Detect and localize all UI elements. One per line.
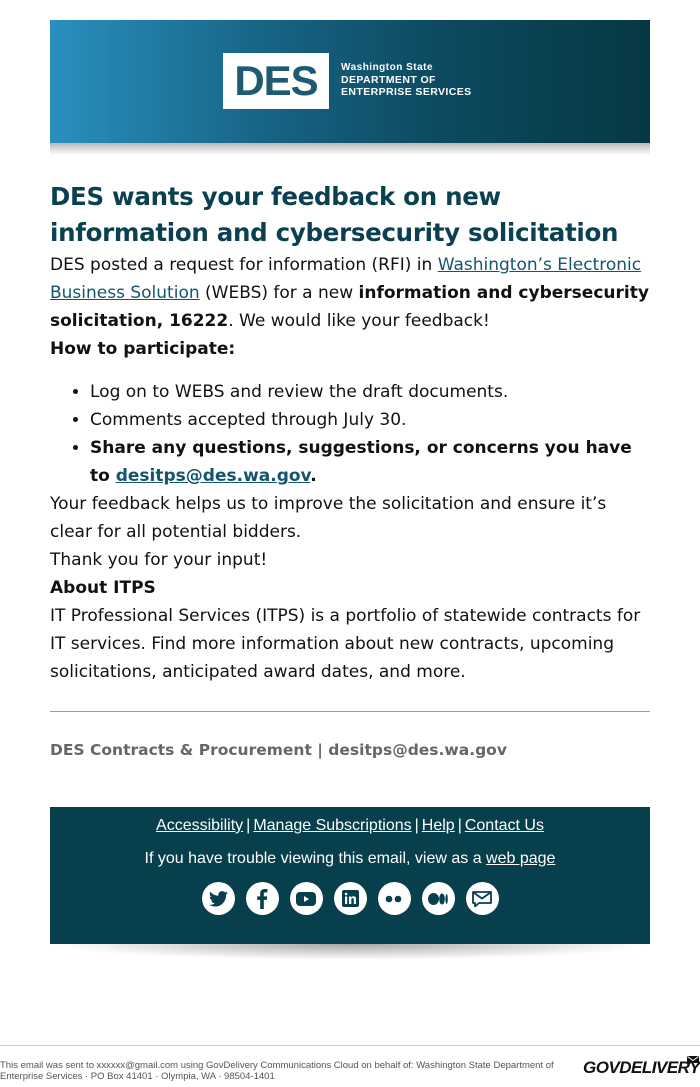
link-separator: | (246, 817, 251, 834)
thanks-paragraph: Thank you for your input! (50, 550, 268, 570)
logo-wordmark (341, 62, 472, 98)
how-to-heading: How to participate: (50, 339, 236, 359)
linkedin-icon[interactable] (334, 882, 367, 915)
facebook-icon[interactable] (246, 882, 279, 915)
link-separator: | (414, 817, 419, 834)
email-container (50, 20, 650, 960)
intro-text-3: . We would like your feedback! (228, 311, 490, 331)
footer (50, 807, 650, 944)
disclaimer-bar (0, 1045, 700, 1082)
intro-text-2: (WEBS) for a new (199, 283, 359, 303)
logo-line-1: Washington State (341, 62, 434, 73)
about-paragraph: IT Professional Services (ITPS) is a portfolio of statewide contracts for IT services. Find more information about new contracts, upcoming solicitations, anticipated award dates, and more. (50, 606, 641, 682)
twitter-icon[interactable] (202, 882, 235, 915)
intro-paragraph (50, 251, 650, 335)
contact-line: DES Contracts & Procurement | desitps@des.wa.gov (50, 741, 507, 759)
list-item: • Comments accepted through July 30. (90, 406, 650, 434)
flickr-icon[interactable] (378, 882, 411, 915)
footer-links (50, 807, 650, 836)
help-link[interactable]: Help (421, 817, 455, 834)
list-item-end: . (310, 466, 317, 486)
header-shadow (50, 143, 650, 155)
govdelivery-logo (583, 1058, 700, 1078)
des-logo (223, 53, 329, 109)
divider (50, 711, 650, 712)
header-banner (50, 20, 650, 143)
email-body (50, 251, 650, 686)
intro-text-1: DES posted a request for information (RFI) in (50, 255, 438, 275)
participation-list (50, 378, 650, 490)
footer-shadow (50, 944, 650, 960)
web-page-link[interactable]: web page (486, 850, 556, 867)
headline: DES wants your feedback on new information and cybersecurity solicitation (50, 182, 619, 247)
list-item: • Log on to WEBS and review the draft documents. (90, 378, 650, 406)
logo-mark: DES (234, 57, 318, 104)
youtube-icon[interactable] (290, 882, 323, 915)
feedback-paragraph: Your feedback helps us to improve the solicitation and ensure it’s clear for all potential bidders. (50, 494, 607, 542)
manage-subscriptions-link[interactable]: Manage Subscriptions (253, 817, 412, 834)
link-separator: | (457, 817, 462, 834)
medium-icon[interactable] (422, 882, 455, 915)
about-heading: About ITPS (50, 578, 156, 598)
accessibility-link[interactable]: Accessibility (156, 817, 244, 834)
disclaimer-text: This email was sent to xxxxxx@gmail.com using GovDelivery Communications Cloud on behalf of: Washington State Department of Enterprise Services · PO Box 41401 · Olympia, WA · 98504-1401 (0, 1060, 554, 1082)
contact-us-link[interactable]: Contact Us (464, 817, 544, 834)
social-icons (50, 882, 650, 915)
email-link[interactable]: desitps@des.wa.gov (115, 466, 311, 486)
list-item-text: Share any questions, suggestions, or concerns you have to (90, 438, 632, 486)
view-online-text: If you have trouble viewing this email, view as a (144, 850, 487, 867)
logo-line-2: DEPARTMENT OF (341, 74, 436, 86)
webs-link[interactable]: Washington’s Electronic Business Solution (50, 255, 642, 303)
intro-bold: information and cybersecurity solicitation, 16222 (50, 283, 649, 331)
logo-line-3: ENTERPRISE SERVICES (341, 86, 472, 98)
govdelivery-logo-text: GOVDELIVERY (583, 1058, 700, 1077)
list-item (90, 434, 650, 490)
view-online-line (50, 849, 650, 869)
email-icon[interactable] (466, 882, 499, 915)
